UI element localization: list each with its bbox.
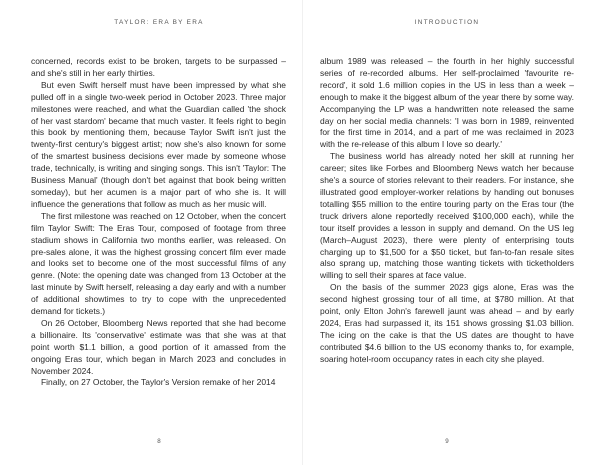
- right-page-body: [320, 56, 574, 366]
- paragraph: But even Swift herself must have been impressed by what she pulled off in a single two-week period in October 2023. Three major milestones were reached, and what the Guardian called 'the shock of her vast stardom' became that much vaster. It feels right to begin this book by mentioning them, because Taylor Swift isn't just the twenty-first century's biggest artist; now she's also known for some of the smartest business decisions ever made by someone whose trade, technically, is writing and singing songs. This isn't 'Taylor: The Business Manual' (though don't bet against that book being written someday), but her acumen is a major part of who she is. It will influence the generations that follow as much as her music will.: [31, 79, 286, 209]
- paragraph: The first milestone was reached on 12 October, when the concert film Taylor Swift: The Eras Tour, composed of footage from three stadium shows in California two months earlier, was released. On pre-sales alone, it was the highest grossing concert film ever made and looks set to become one of the most successful films of any genre. (Note: the opening date was changed from 13 October at the last minute by Swift herself, releasing a day early and with a number of additional showtimes to try to cope with the unprecedented demand for tickets.): [31, 210, 286, 317]
- running-head-book-title: TAYLOR: ERA BY ERA: [114, 19, 204, 26]
- page-number: 8: [157, 438, 161, 445]
- paragraph: Finally, on 27 October, the Taylor's Version remake of her 2014: [41, 377, 276, 388]
- left-page-body: [31, 56, 286, 389]
- right-page: [303, 0, 606, 465]
- paragraph: On 26 October, Bloomberg News reported that she had become a billionaire. Its 'conservative' estimate was that she was at that point worth $1.1 billion, a good portion of it amassed from the ongoing Eras tour, which began in March 2023 and concludes in November 2024.: [31, 317, 286, 376]
- paragraph: The business world has already noted her skill at running her career; sites like Forbes and Bloomberg News watch her because she's a source of stories relevant to their readers. For instance, she illustrated good employer-worker relations by handing out bonuses totalling $55 million to the entire touring party on the Eras tour (the truck drivers alone reportedly received $100,000 each), while the tour itself provides a lesson in supply and demand. On the US leg (March–August 2023), there were plenty of enterprising touts charging up to $1,500 for a $50 ticket, but fan-to-fan resale sites also sprang up, matching those wanting tickets with ticketholders willing to sell their spares at face value.: [320, 151, 574, 281]
- paragraph: On the basis of the summer 2023 gigs alone, Eras was the second highest grossing tour of all time, at $780 million. At that point, only Elton John's farewell jaunt was ahead – and by early 2024, Eras had surpassed it, its 151 shows grossing $1.03 billion. The icing on the cake is that the US dates are thought to have contributed $4.6 billion to the US economy thanks to, for example, soaring hotel-room occupancy rates in each city she played.: [320, 282, 574, 364]
- page-number: 9: [445, 438, 449, 445]
- running-head-chapter-title: INTRODUCTION: [414, 19, 480, 26]
- paragraph: concerned, records exist to be broken, targets to be surpassed – and she's still in her early thirties.: [31, 56, 286, 78]
- paragraph: album 1989 was released – the fourth in her highly successful series of re-recorded albums. Her self-proclaimed 'favourite re-record', it sold 1.6 million copies in the US in less than a week – enough to make it the biggest album of the year there by some way. Accompanying the LP was a handwritten note released the same day on her social media channels: 'I was born in 1989, reinvented for the first time in 2014, and a part of me was reclaimed in 2023 with the re-release of this album I love so dearly.': [320, 56, 574, 150]
